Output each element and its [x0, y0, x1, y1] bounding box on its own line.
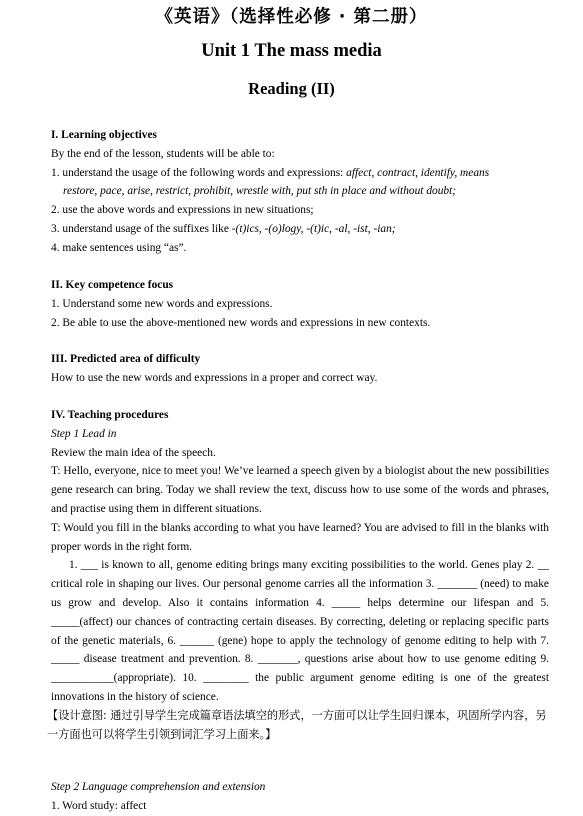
objective-text: 3. understand usage of the suffixes like [51, 222, 232, 235]
section-learning-objectives [51, 126, 549, 258]
objective-item-1 [51, 164, 549, 183]
section-difficulty [51, 350, 549, 388]
review-instruction: Review the main idea of the speech. [51, 446, 216, 459]
section-heading: II. Key competence focus [51, 279, 174, 291]
word-study-item: 1. Word study: affect [51, 799, 147, 812]
teacher-paragraph-1: T: Hello, everyone, nice to meet you! We’ve learned a speech given by a biologist about the new possibilities gene research can bring. Today we shall review the text, discuss how to use some of the words and phrases, and practise using them in different situations. [51, 465, 549, 515]
section-heading: III. Predicted area of difficulty [51, 353, 201, 365]
step-2-heading: Step 2 Language comprehension and extension [51, 781, 266, 793]
fill-in-blanks-passage: 1. ___ is known to all, genome editing brings many exciting possibilities to the world. Genes play 2. __ critical role in shaping our lives. Our personal genome carries all the information 3. _______ (need) to make us grow and develop. Also it contains information 4. _____ helps determine our lifespan and 5. _____(affect) our chances of contracting certain diseases. By correcting, deleting or replacing specific parts of the genetic materials, 6. ______ (gene) hope to apply the technology of genome editing to help with 7. _____ disease treatment and prevention. 8. _______, questions arise about how to use genome editing 9. ___________(appropriate). 10. ________ the public argument genome editing is one of the greatest innovations in the history of science. [51, 559, 549, 703]
objective-item-3 [51, 220, 549, 239]
objective-text: 1. understand the usage of the following words and expressions: [51, 166, 347, 179]
objective-words: affect, contract, identify, means [346, 166, 490, 179]
objective-item-2: 2. use the above words and expressions in new situations; [51, 204, 314, 217]
difficulty-text: How to use the new words and expressions in a proper and correct way. [51, 371, 378, 384]
design-intent-note: 【设计意图: 通过引导学生完成篇章语法填空的形式，一方面可以让学生回归课本，巩固所学内容，另一方面也可以将学生引领到词汇学习上面来。】 [47, 708, 547, 741]
step-1-heading: Step 1 Lead in [51, 427, 117, 440]
unit-title: Unit 1 The mass media [201, 41, 382, 61]
teacher-paragraph-2: T: Would you fill in the blanks according to what you have learned? You are advised to fill in the blanks with proper words in the right form. [51, 521, 549, 553]
section-heading: I. Learning objectives [51, 129, 157, 141]
objective-words-continued: restore, pace, arise, restrict, prohibit, wrestle with, put sth in place and without doubt; [63, 185, 457, 198]
section-key-competence [51, 276, 549, 332]
objective-item-4: 4. make sentences using “as”. [51, 241, 187, 254]
competence-item-1: 1. Understand some new words and expressions. [51, 297, 273, 310]
objective-suffixes: -(t)ics, -(o)logy, -(t)ic, -al, -ist, -ian; [231, 222, 396, 235]
reading-title: Reading (II) [248, 79, 335, 98]
section-heading: IV. Teaching procedures [51, 409, 169, 421]
competence-item-2: 2. Be able to use the above-mentioned new words and expressions in new contexts. [51, 316, 431, 329]
section-teaching-procedures [47, 406, 549, 744]
objectives-intro: By the end of the lesson, students will be able to: [51, 147, 275, 160]
section-step-2 [51, 778, 549, 816]
document-title-chinese: 《英语》（选择性必修 · 第二册） [155, 7, 428, 27]
